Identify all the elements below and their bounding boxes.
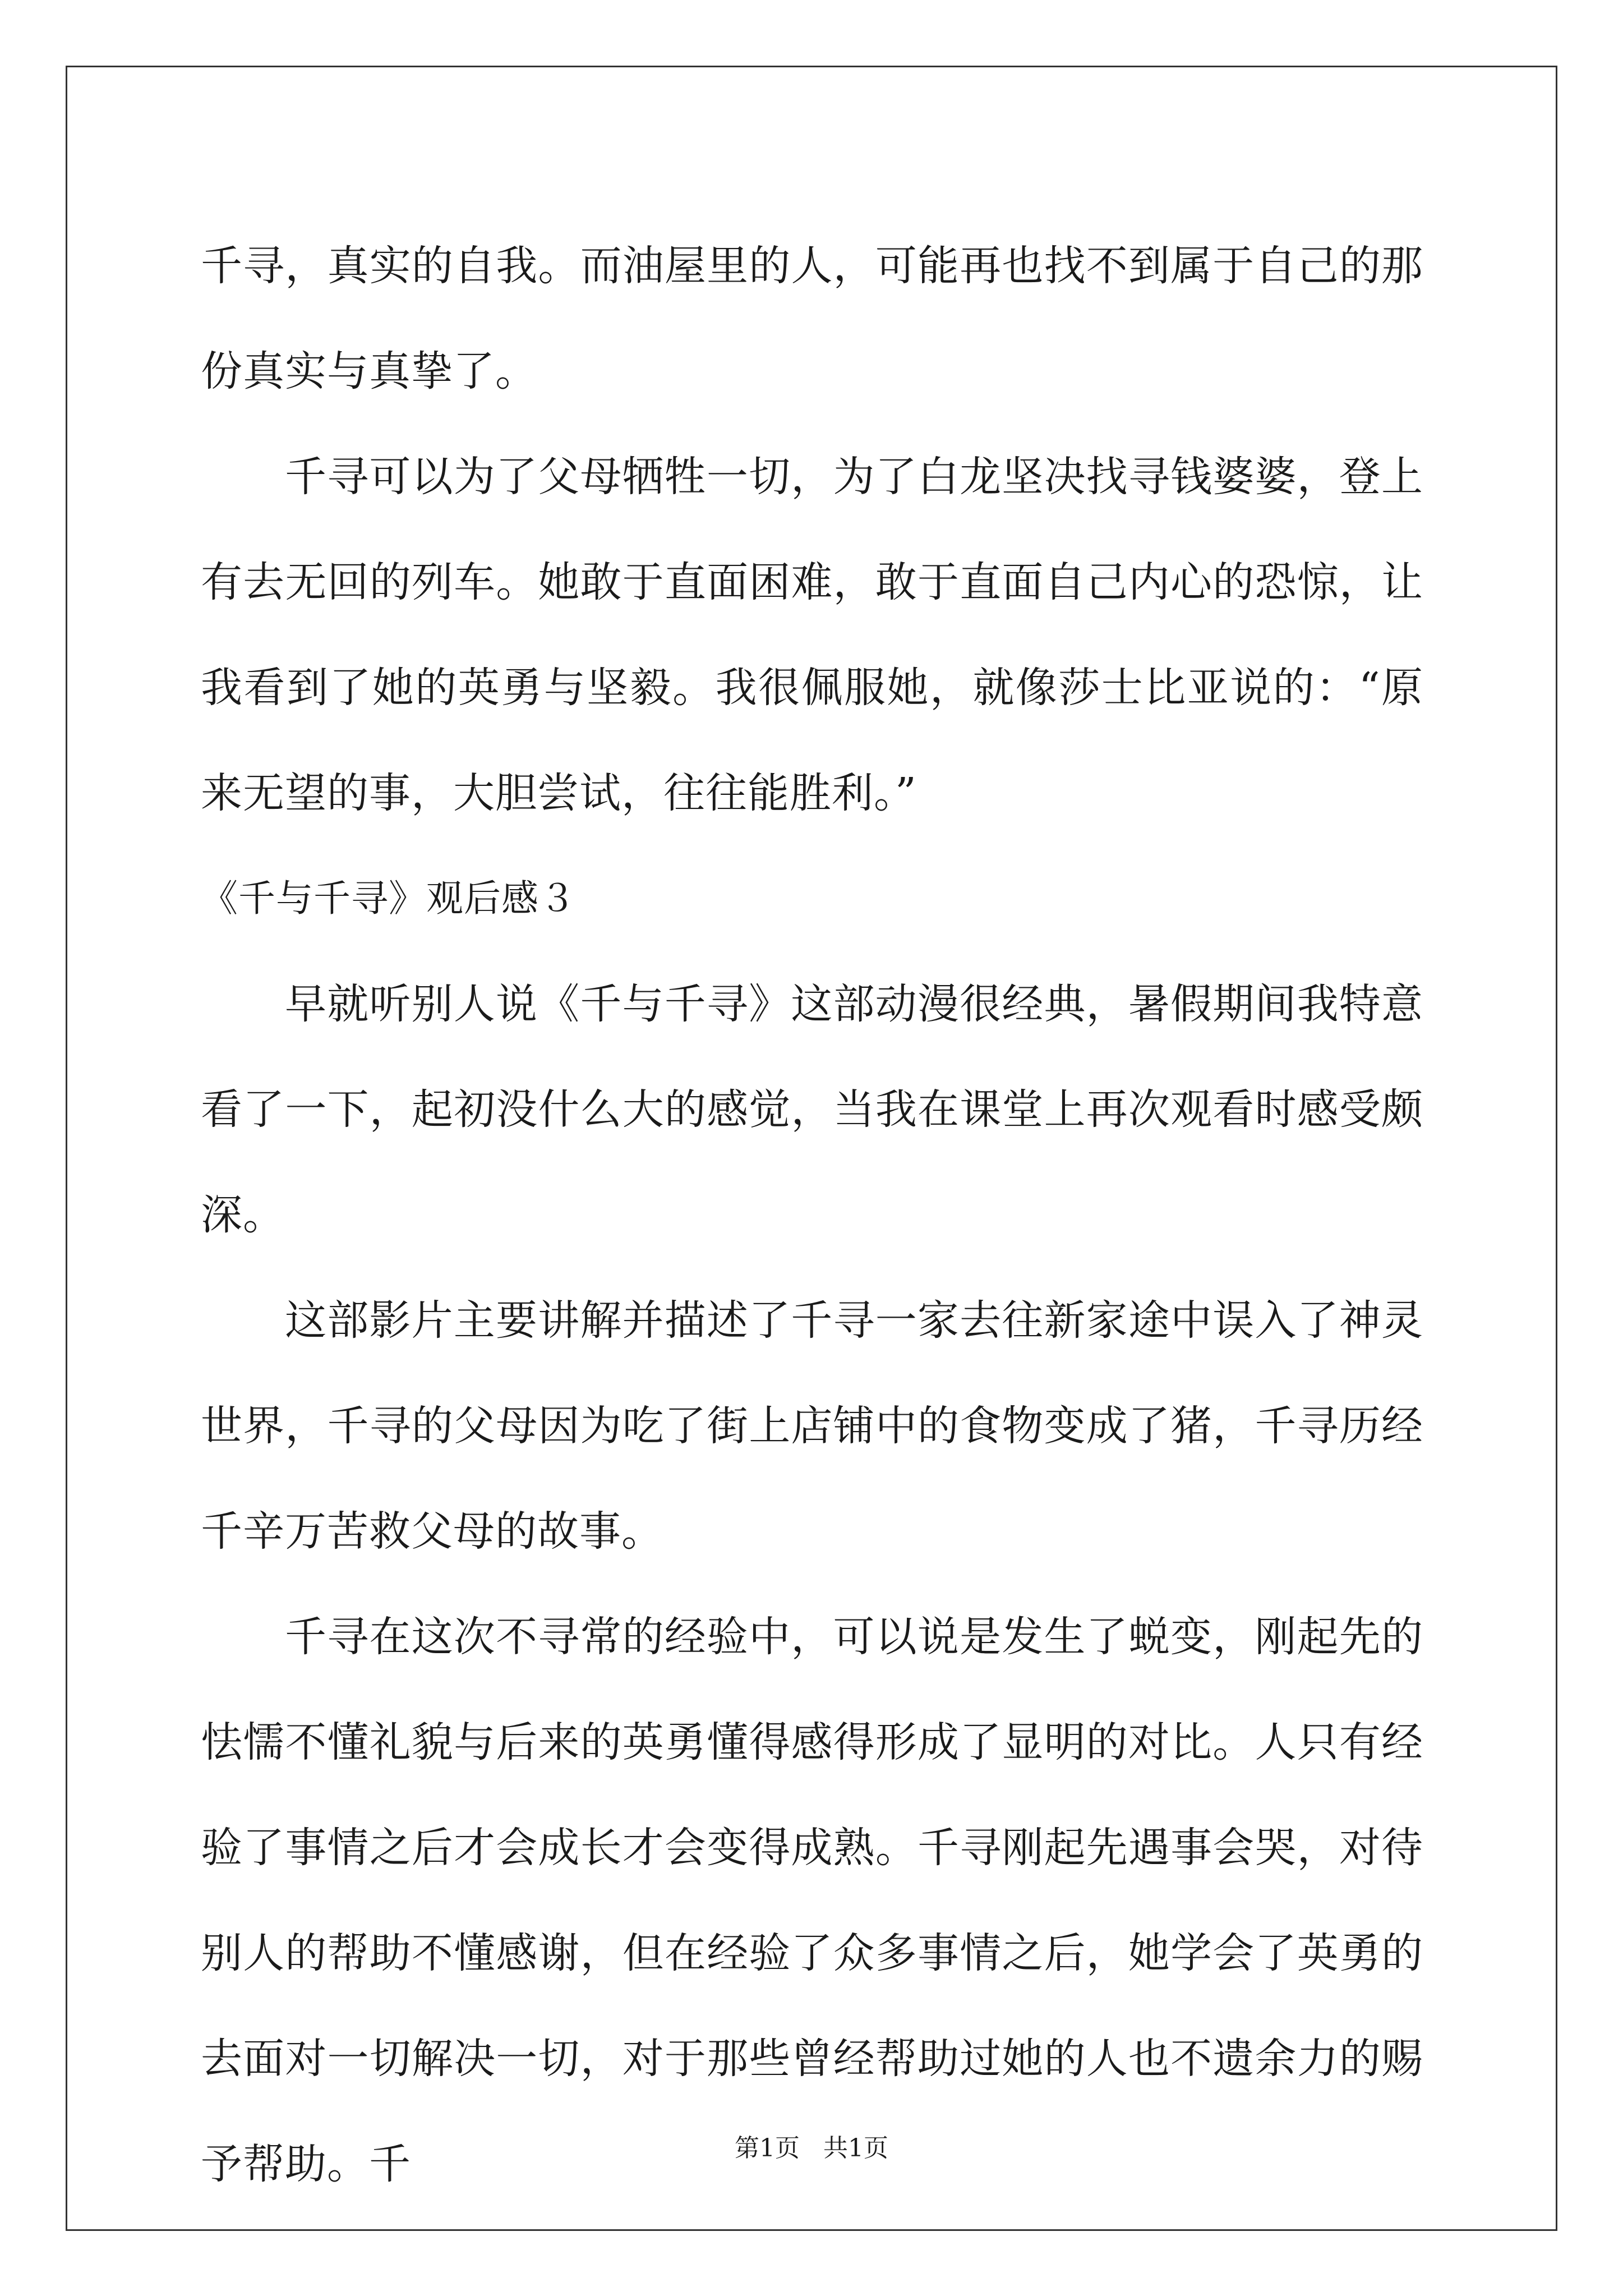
page-number: 第1页 — [735, 2134, 800, 2162]
paragraph-continuation: 千寻，真实的自我。而油屋里的人，可能再也找不到属于自己的那份真实与真挚了。 — [201, 242, 1423, 395]
document-body — [201, 213, 1423, 2217]
paragraph: 这部影片主要讲解并描述了千寻一家去往新家途中误入了神灵世界，千寻的父母因为吃了街上店铺中的食物变成了猪，千寻历经千辛万苦救父母的故事。 — [201, 1296, 1423, 1556]
paragraph: 千寻可以为了父母牺牲一切，为了白龙坚决找寻钱婆婆，登上有去无回的列车。她敢于直面困难，敢于直面自己内心的恐惊，让我看到了她的英勇与坚毅。我很佩服她，就像莎士比亚说的：“原来无望的事，大胆尝试，往往能胜利。” — [201, 453, 1423, 817]
page-footer — [0, 2132, 1623, 2165]
page-total: 共1页 — [823, 2134, 888, 2162]
paragraph: 千寻在这次不寻常的经验中，可以说是发生了蜕变，刚起先的怯懦不懂礼貌与后来的英勇懂得感得形成了显明的对比。人只有经验了事情之后才会成长才会变得成熟。千寻刚起先遇事会哭，对待别人的帮助不懂感谢，但在经验了众多事情之后，她学会了英勇的去面对一切解决一切，对于那些曾经帮助过她的人也不遗余力的赐予帮助。千 — [201, 1613, 1423, 2188]
paragraph: 早就听别人说《千与千寻》这部动漫很经典，暑假期间我特意看了一下，起初没什么大的感觉，当我在课堂上再次观看时感受颇深。 — [201, 980, 1423, 1239]
section-heading: 《千与千寻》观后感３ — [201, 877, 577, 920]
